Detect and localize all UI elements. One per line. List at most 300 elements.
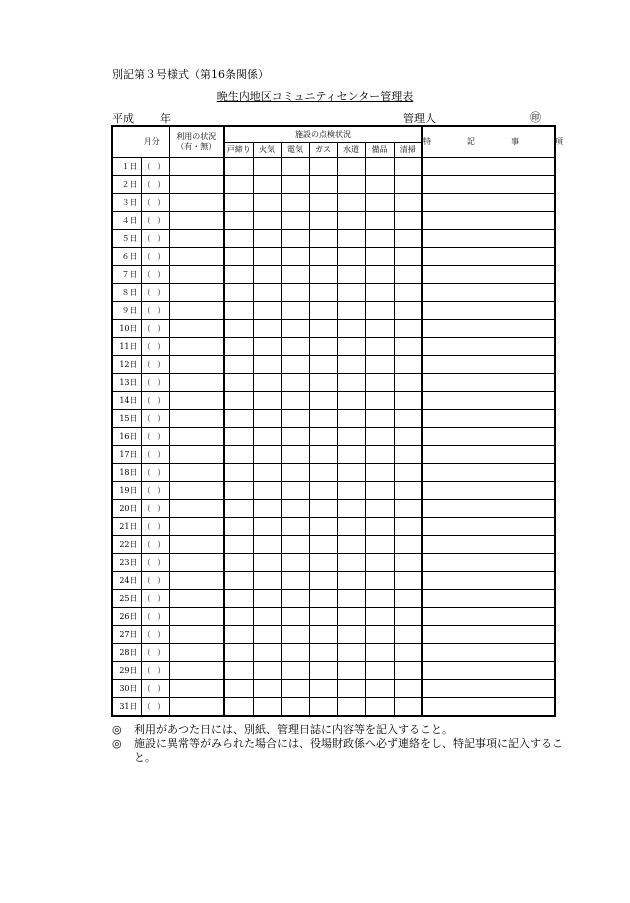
inspection-cell[interactable]: [337, 266, 365, 284]
remarks-cell[interactable]: [422, 410, 555, 428]
inspection-cell[interactable]: [365, 248, 394, 266]
usage-cell[interactable]: [169, 500, 224, 518]
remarks-cell[interactable]: [422, 446, 555, 464]
inspection-cell[interactable]: [253, 680, 281, 698]
inspection-cell[interactable]: [365, 518, 394, 536]
remarks-cell[interactable]: [422, 302, 555, 320]
inspection-cell[interactable]: [253, 248, 281, 266]
inspection-cell[interactable]: [224, 608, 253, 626]
inspection-cell[interactable]: [224, 320, 253, 338]
inspection-cell[interactable]: [309, 392, 337, 410]
remarks-cell[interactable]: [422, 230, 555, 248]
usage-cell[interactable]: [169, 608, 224, 626]
inspection-cell[interactable]: [394, 428, 422, 446]
remarks-cell[interactable]: [422, 644, 555, 662]
inspection-cell[interactable]: [337, 392, 365, 410]
inspection-cell[interactable]: [394, 302, 422, 320]
remarks-cell[interactable]: [422, 374, 555, 392]
inspection-cell[interactable]: [337, 572, 365, 590]
inspection-cell[interactable]: [281, 410, 309, 428]
usage-cell[interactable]: [169, 320, 224, 338]
inspection-cell[interactable]: [253, 392, 281, 410]
usage-cell[interactable]: [169, 194, 224, 212]
inspection-cell[interactable]: [337, 176, 365, 194]
inspection-cell[interactable]: [365, 590, 394, 608]
day-label: 14日: [112, 392, 141, 410]
inspection-cell[interactable]: [253, 554, 281, 572]
usage-cell[interactable]: [169, 662, 224, 680]
inspection-cell[interactable]: [337, 698, 365, 717]
inspection-cell[interactable]: [337, 500, 365, 518]
paren-cell: [141, 410, 169, 428]
inspection-cell[interactable]: [253, 194, 281, 212]
usage-cell[interactable]: [169, 698, 224, 717]
remarks-cell[interactable]: [422, 500, 555, 518]
usage-cell[interactable]: [169, 446, 224, 464]
inspection-cell[interactable]: [365, 572, 394, 590]
inspection-cell[interactable]: [253, 662, 281, 680]
inspection-cell[interactable]: [337, 374, 365, 392]
inspection-cell[interactable]: [337, 644, 365, 662]
inspection-cell[interactable]: [365, 284, 394, 302]
inspection-cell[interactable]: [281, 554, 309, 572]
inspection-cell[interactable]: [309, 176, 337, 194]
inspection-cell[interactable]: [253, 500, 281, 518]
inspection-cell[interactable]: [253, 590, 281, 608]
usage-cell[interactable]: [169, 212, 224, 230]
inspection-cell[interactable]: [337, 356, 365, 374]
inspection-cell[interactable]: [224, 482, 253, 500]
inspection-cell[interactable]: [309, 590, 337, 608]
remarks-cell[interactable]: [422, 392, 555, 410]
remarks-cell[interactable]: [422, 626, 555, 644]
inspection-cell[interactable]: [281, 644, 309, 662]
inspection-cell[interactable]: [394, 338, 422, 356]
inspection-cell[interactable]: [309, 644, 337, 662]
day-label: 28日: [112, 644, 141, 662]
table-row: [112, 680, 555, 698]
remarks-cell[interactable]: [422, 464, 555, 482]
inspection-cell[interactable]: [281, 500, 309, 518]
inspection-cell[interactable]: [309, 662, 337, 680]
inspection-cell[interactable]: [365, 392, 394, 410]
inspection-cell[interactable]: [281, 626, 309, 644]
inspection-cell[interactable]: [337, 590, 365, 608]
inspection-cell[interactable]: [337, 662, 365, 680]
usage-cell[interactable]: [169, 266, 224, 284]
inspection-cell[interactable]: [394, 536, 422, 554]
usage-cell[interactable]: [169, 464, 224, 482]
inspection-cell[interactable]: [309, 464, 337, 482]
remarks-cell[interactable]: [422, 320, 555, 338]
inspection-cell[interactable]: [394, 590, 422, 608]
inspection-column-header: 清掃: [394, 143, 422, 158]
inspection-cell[interactable]: [253, 410, 281, 428]
remarks-cell[interactable]: [422, 590, 555, 608]
inspection-cell[interactable]: [394, 158, 422, 176]
remarks-cell[interactable]: [422, 428, 555, 446]
table-row: [112, 554, 555, 572]
inspection-cell[interactable]: [224, 158, 253, 176]
inspection-cell[interactable]: [365, 698, 394, 717]
inspection-cell[interactable]: [394, 608, 422, 626]
remarks-cell[interactable]: [422, 482, 555, 500]
inspection-cell[interactable]: [224, 266, 253, 284]
inspection-cell[interactable]: [281, 446, 309, 464]
inspection-cell[interactable]: [365, 626, 394, 644]
inspection-cell[interactable]: [337, 194, 365, 212]
inspection-cell[interactable]: [309, 338, 337, 356]
inspection-cell[interactable]: [281, 698, 309, 717]
inspection-cell[interactable]: [394, 248, 422, 266]
remarks-cell[interactable]: [422, 554, 555, 572]
inspection-cell[interactable]: [309, 626, 337, 644]
paren-cell: [141, 284, 169, 302]
inspection-cell[interactable]: [394, 662, 422, 680]
usage-cell[interactable]: [169, 590, 224, 608]
inspection-cell[interactable]: [365, 680, 394, 698]
inspection-cell[interactable]: [224, 680, 253, 698]
usage-cell[interactable]: [169, 572, 224, 590]
inspection-cell[interactable]: [365, 428, 394, 446]
inspection-cell[interactable]: [394, 446, 422, 464]
inspection-cell[interactable]: [224, 428, 253, 446]
inspection-cell[interactable]: [309, 428, 337, 446]
inspection-cell[interactable]: [253, 428, 281, 446]
inspection-cell[interactable]: [281, 320, 309, 338]
inspection-cell[interactable]: [309, 500, 337, 518]
inspection-cell[interactable]: [253, 212, 281, 230]
usage-cell[interactable]: [169, 554, 224, 572]
inspection-cell[interactable]: [337, 680, 365, 698]
inspection-cell[interactable]: [309, 374, 337, 392]
usage-cell[interactable]: [169, 392, 224, 410]
inspection-cell[interactable]: [337, 446, 365, 464]
inspection-cell[interactable]: [365, 410, 394, 428]
inspection-cell[interactable]: [394, 284, 422, 302]
paren-cell: [141, 680, 169, 698]
usage-cell[interactable]: [169, 626, 224, 644]
inspection-cell[interactable]: [253, 536, 281, 554]
inspection-cell[interactable]: [224, 374, 253, 392]
inspection-cell[interactable]: [337, 248, 365, 266]
inspection-cell[interactable]: [394, 392, 422, 410]
inspection-cell[interactable]: [224, 194, 253, 212]
inspection-cell[interactable]: [365, 662, 394, 680]
usage-cell[interactable]: [169, 338, 224, 356]
inspection-cell[interactable]: [394, 320, 422, 338]
inspection-cell[interactable]: [253, 572, 281, 590]
inspection-cell[interactable]: [309, 446, 337, 464]
inspection-cell[interactable]: [309, 356, 337, 374]
inspection-cell[interactable]: [394, 194, 422, 212]
inspection-cell[interactable]: [281, 212, 309, 230]
inspection-cell[interactable]: [281, 572, 309, 590]
inspection-cell[interactable]: [337, 158, 365, 176]
inspection-cell[interactable]: [309, 572, 337, 590]
inspection-cell[interactable]: [365, 554, 394, 572]
inspection-cell[interactable]: [365, 302, 394, 320]
day-label: 15日: [112, 410, 141, 428]
usage-cell[interactable]: [169, 230, 224, 248]
inspection-cell[interactable]: [281, 680, 309, 698]
remarks-cell[interactable]: [422, 356, 555, 374]
usage-cell[interactable]: [169, 176, 224, 194]
inspection-cell[interactable]: [309, 158, 337, 176]
remarks-cell[interactable]: [422, 698, 555, 717]
inspection-cell[interactable]: [253, 374, 281, 392]
inspection-cell[interactable]: [224, 554, 253, 572]
inspection-cell[interactable]: [281, 374, 309, 392]
inspection-cell[interactable]: [365, 500, 394, 518]
usage-cell[interactable]: [169, 536, 224, 554]
inspection-cell[interactable]: [281, 590, 309, 608]
inspection-cell[interactable]: [281, 158, 309, 176]
inspection-cell[interactable]: [394, 356, 422, 374]
inspection-cell[interactable]: [224, 590, 253, 608]
inspection-cell[interactable]: [365, 356, 394, 374]
inspection-cell[interactable]: [224, 392, 253, 410]
inspection-cell[interactable]: [309, 554, 337, 572]
inspection-cell[interactable]: [224, 356, 253, 374]
inspection-cell[interactable]: [224, 536, 253, 554]
usage-cell[interactable]: [169, 518, 224, 536]
inspection-cell[interactable]: [337, 536, 365, 554]
usage-cell[interactable]: [169, 284, 224, 302]
inspection-cell[interactable]: [253, 230, 281, 248]
inspection-cell[interactable]: [309, 536, 337, 554]
inspection-cell[interactable]: [281, 338, 309, 356]
inspection-cell[interactable]: [365, 374, 394, 392]
table-row: [112, 194, 555, 212]
remarks-cell[interactable]: [422, 662, 555, 680]
inspection-cell[interactable]: [253, 158, 281, 176]
inspection-cell[interactable]: [337, 482, 365, 500]
inspection-cell[interactable]: [394, 554, 422, 572]
remarks-cell[interactable]: [422, 536, 555, 554]
inspection-cell[interactable]: [224, 410, 253, 428]
inspection-cell[interactable]: [281, 518, 309, 536]
inspection-cell[interactable]: [253, 266, 281, 284]
inspection-cell[interactable]: [224, 464, 253, 482]
inspection-cell[interactable]: [394, 374, 422, 392]
inspection-cell[interactable]: [253, 176, 281, 194]
remarks-cell[interactable]: [422, 518, 555, 536]
inspection-cell[interactable]: [337, 464, 365, 482]
inspection-cell[interactable]: [394, 266, 422, 284]
inspection-cell[interactable]: [394, 644, 422, 662]
inspection-cell[interactable]: [281, 482, 309, 500]
inspection-cell[interactable]: [281, 176, 309, 194]
inspection-cell[interactable]: [337, 518, 365, 536]
remarks-cell[interactable]: [422, 338, 555, 356]
day-label: 20日: [112, 500, 141, 518]
inspection-cell[interactable]: [365, 464, 394, 482]
inspection-cell[interactable]: [253, 698, 281, 717]
inspection-cell[interactable]: [309, 302, 337, 320]
inspection-cell[interactable]: [337, 410, 365, 428]
inspection-cell[interactable]: [224, 338, 253, 356]
inspection-cell[interactable]: [309, 482, 337, 500]
remarks-cell[interactable]: [422, 248, 555, 266]
inspection-cell[interactable]: [394, 572, 422, 590]
remarks-cell[interactable]: [422, 680, 555, 698]
table-row: [112, 176, 555, 194]
inspection-cell[interactable]: [337, 284, 365, 302]
table-row: [112, 212, 555, 230]
inspection-cell[interactable]: [309, 680, 337, 698]
inspection-cell[interactable]: [337, 428, 365, 446]
inspection-cell[interactable]: [224, 212, 253, 230]
inspection-cell[interactable]: [224, 662, 253, 680]
inspection-cell[interactable]: [253, 320, 281, 338]
inspection-cell[interactable]: [365, 158, 394, 176]
inspection-cell[interactable]: [365, 338, 394, 356]
inspection-cell[interactable]: [224, 230, 253, 248]
usage-cell[interactable]: [169, 680, 224, 698]
inspection-cell[interactable]: [365, 320, 394, 338]
inspection-cell[interactable]: [337, 320, 365, 338]
inspection-cell[interactable]: [253, 302, 281, 320]
inspection-cell[interactable]: [394, 518, 422, 536]
inspection-cell[interactable]: [224, 698, 253, 717]
inspection-cell[interactable]: [337, 212, 365, 230]
inspection-cell[interactable]: [253, 482, 281, 500]
usage-cell[interactable]: [169, 482, 224, 500]
inspection-cell[interactable]: [281, 356, 309, 374]
usage-cell[interactable]: [169, 428, 224, 446]
inspection-cell[interactable]: [394, 464, 422, 482]
inspection-cell[interactable]: [394, 212, 422, 230]
inspection-cell[interactable]: [253, 518, 281, 536]
inspection-cell[interactable]: [394, 176, 422, 194]
inspection-cell[interactable]: [365, 230, 394, 248]
remarks-cell[interactable]: [422, 158, 555, 176]
inspection-cell[interactable]: [253, 446, 281, 464]
remarks-cell[interactable]: [422, 608, 555, 626]
inspection-cell[interactable]: [281, 536, 309, 554]
inspection-cell[interactable]: [394, 230, 422, 248]
inspection-cell[interactable]: [281, 302, 309, 320]
note-text: 施設に異常等がみられた場合には、役場財政係へ必ず連絡をし、特記事項に記入すること。: [134, 737, 563, 764]
inspection-cell[interactable]: [337, 608, 365, 626]
inspection-cell[interactable]: [224, 248, 253, 266]
usage-cell[interactable]: [169, 644, 224, 662]
inspection-cell[interactable]: [309, 284, 337, 302]
inspection-cell[interactable]: [281, 194, 309, 212]
inspection-cell[interactable]: [281, 266, 309, 284]
inspection-column-header: 戸締り: [224, 143, 253, 158]
inspection-cell[interactable]: [309, 518, 337, 536]
inspection-cell[interactable]: [281, 428, 309, 446]
inspection-cell[interactable]: [224, 446, 253, 464]
inspection-cell[interactable]: [365, 608, 394, 626]
inspection-cell[interactable]: [253, 626, 281, 644]
inspection-cell[interactable]: [309, 248, 337, 266]
remarks-cell[interactable]: [422, 176, 555, 194]
inspection-cell[interactable]: [394, 626, 422, 644]
inspection-cell[interactable]: [337, 626, 365, 644]
inspection-cell[interactable]: [337, 302, 365, 320]
inspection-cell[interactable]: [309, 230, 337, 248]
inspection-cell[interactable]: [224, 284, 253, 302]
inspection-cell[interactable]: [253, 644, 281, 662]
inspection-cell[interactable]: [309, 608, 337, 626]
inspection-cell[interactable]: [253, 608, 281, 626]
inspection-cell[interactable]: [365, 446, 394, 464]
inspection-cell[interactable]: [337, 554, 365, 572]
inspection-cell[interactable]: [253, 464, 281, 482]
inspection-cell[interactable]: [365, 266, 394, 284]
inspection-cell[interactable]: [253, 284, 281, 302]
usage-cell[interactable]: [169, 248, 224, 266]
table-row: [112, 392, 555, 410]
usage-cell[interactable]: [169, 374, 224, 392]
inspection-cell[interactable]: [309, 320, 337, 338]
usage-cell[interactable]: [169, 302, 224, 320]
inspection-cell[interactable]: [394, 410, 422, 428]
inspection-cell[interactable]: [281, 248, 309, 266]
remarks-cell[interactable]: [422, 212, 555, 230]
inspection-cell[interactable]: [394, 698, 422, 717]
inspection-cell[interactable]: [365, 644, 394, 662]
inspection-cell[interactable]: [281, 608, 309, 626]
inspection-cell[interactable]: [337, 338, 365, 356]
usage-cell[interactable]: [169, 158, 224, 176]
inspection-cell[interactable]: [281, 392, 309, 410]
inspection-cell[interactable]: [253, 338, 281, 356]
inspection-cell[interactable]: [281, 230, 309, 248]
inspection-cell[interactable]: [365, 176, 394, 194]
paren-text: （ ）: [142, 215, 168, 225]
day-label: 18日: [112, 464, 141, 482]
inspection-cell[interactable]: [309, 194, 337, 212]
usage-cell[interactable]: [169, 356, 224, 374]
paren-cell: [141, 248, 169, 266]
inspection-cell[interactable]: [365, 482, 394, 500]
table-row: [112, 662, 555, 680]
inspection-cell[interactable]: [281, 284, 309, 302]
inspection-cell[interactable]: [365, 194, 394, 212]
inspection-cell[interactable]: [309, 410, 337, 428]
inspection-cell[interactable]: [224, 302, 253, 320]
inspection-cell[interactable]: [224, 176, 253, 194]
inspection-cell[interactable]: [281, 464, 309, 482]
inspection-cell[interactable]: [365, 212, 394, 230]
inspection-cell[interactable]: [224, 518, 253, 536]
inspection-cell[interactable]: [309, 212, 337, 230]
inspection-cell[interactable]: [394, 482, 422, 500]
remarks-cell[interactable]: [422, 572, 555, 590]
inspection-cell[interactable]: [309, 698, 337, 717]
remarks-cell[interactable]: [422, 266, 555, 284]
inspection-cell[interactable]: [394, 680, 422, 698]
inspection-cell[interactable]: [365, 536, 394, 554]
inspection-cell[interactable]: [224, 626, 253, 644]
remarks-cell[interactable]: [422, 194, 555, 212]
usage-cell[interactable]: [169, 410, 224, 428]
inspection-cell[interactable]: [253, 356, 281, 374]
inspection-cell[interactable]: [337, 230, 365, 248]
inspection-cell[interactable]: [309, 266, 337, 284]
inspection-cell[interactable]: [224, 500, 253, 518]
inspection-cell[interactable]: [224, 644, 253, 662]
remarks-cell[interactable]: [422, 284, 555, 302]
inspection-cell[interactable]: [281, 662, 309, 680]
inspection-cell[interactable]: [394, 500, 422, 518]
paren-text: （ ）: [142, 665, 168, 675]
inspection-cell[interactable]: [224, 572, 253, 590]
